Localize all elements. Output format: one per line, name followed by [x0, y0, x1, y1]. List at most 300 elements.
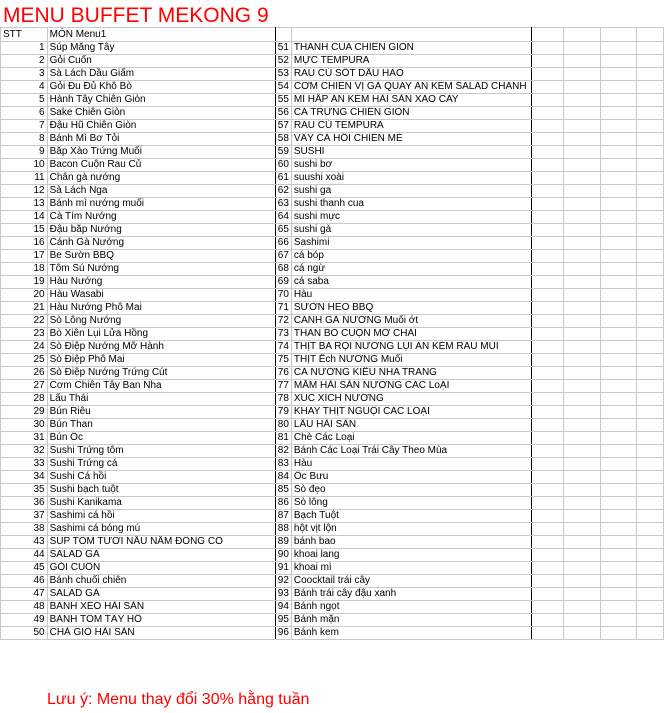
item-name-left[interactable]: Đậu Hũ Chiên Giòn [47, 120, 275, 133]
empty-cell[interactable] [600, 406, 636, 419]
item-number-right[interactable]: 87 [275, 510, 291, 523]
empty-cell[interactable] [637, 133, 664, 146]
item-number-left[interactable]: 36 [1, 497, 48, 510]
item-name-left[interactable]: Bún Ốc [47, 432, 275, 445]
item-number-right[interactable]: 55 [275, 94, 291, 107]
empty-cell[interactable] [637, 55, 664, 68]
item-number-left[interactable]: 19 [1, 276, 48, 289]
empty-cell[interactable] [531, 419, 564, 432]
item-name-right[interactable]: KHAY THỊT NGUỘI CÁC LOẠI [291, 406, 531, 419]
item-number-left[interactable]: 3 [1, 68, 48, 81]
item-name-left[interactable]: Be Sườn BBQ [47, 250, 275, 263]
item-name-right[interactable]: LẨU HẢI SẢN [291, 419, 531, 432]
item-name-right[interactable]: Bánh kem [291, 627, 531, 640]
empty-cell[interactable] [531, 159, 564, 172]
item-name-left[interactable]: BÁNH XÈO HẢI SẢN [47, 601, 275, 614]
item-number-right[interactable]: 86 [275, 497, 291, 510]
item-number-right[interactable]: 96 [275, 627, 291, 640]
item-name-right[interactable]: suushi xoài [291, 172, 531, 185]
item-number-left[interactable]: 37 [1, 510, 48, 523]
item-name-left[interactable]: Sò Điệp Nướng Mỡ Hành [47, 341, 275, 354]
empty-cell[interactable] [600, 172, 636, 185]
item-name-right[interactable]: RAU CỦ TEMPURA [291, 120, 531, 133]
item-number-right[interactable]: 52 [275, 55, 291, 68]
item-number-left[interactable]: 6 [1, 107, 48, 120]
empty-cell[interactable] [600, 354, 636, 367]
item-name-right[interactable]: cá saba [291, 276, 531, 289]
empty-cell[interactable] [600, 68, 636, 81]
item-name-left[interactable]: Bún Riêu [47, 406, 275, 419]
item-number-left[interactable]: 29 [1, 406, 48, 419]
item-number-right[interactable]: 92 [275, 575, 291, 588]
empty-cell[interactable] [637, 263, 664, 276]
empty-cell[interactable] [637, 159, 664, 172]
item-name-right[interactable]: sushi bơ [291, 159, 531, 172]
empty-cell[interactable] [564, 250, 600, 263]
item-name-left[interactable]: GỎI CUỐN [47, 562, 275, 575]
item-number-left[interactable]: 12 [1, 185, 48, 198]
item-name-right[interactable]: THANH CUA CHIÊN GIÒN [291, 42, 531, 55]
empty-cell[interactable] [637, 120, 664, 133]
item-number-left[interactable]: 27 [1, 380, 48, 393]
empty-cell[interactable] [564, 614, 600, 627]
empty-cell[interactable] [600, 42, 636, 55]
item-name-right[interactable]: Ốc Bưu [291, 471, 531, 484]
empty-cell[interactable] [531, 263, 564, 276]
empty-cell[interactable] [600, 458, 636, 471]
item-number-right[interactable]: 74 [275, 341, 291, 354]
empty-cell[interactable] [564, 367, 600, 380]
empty-cell[interactable] [531, 224, 564, 237]
empty-cell[interactable] [531, 68, 564, 81]
empty-cell[interactable] [564, 198, 600, 211]
item-name-right[interactable]: MẮM HẢI SẢN NƯỚNG CÁC LoẠI [291, 380, 531, 393]
empty-cell[interactable] [564, 81, 600, 94]
item-name-right[interactable]: CÁ TRỨNG CHIÊN GIÒN [291, 107, 531, 120]
empty-cell[interactable] [531, 575, 564, 588]
item-number-left[interactable]: 14 [1, 211, 48, 224]
item-name-right[interactable]: MÌ HẤP ĂN KÈM HẢI SẢN XÀO CAY [291, 94, 531, 107]
empty-cell[interactable] [637, 328, 664, 341]
empty-cell[interactable] [531, 81, 564, 94]
empty-cell[interactable] [564, 302, 600, 315]
item-number-left[interactable]: 31 [1, 432, 48, 445]
item-name-right[interactable]: SƯỜN HEO BBQ [291, 302, 531, 315]
item-name-right[interactable]: khoai lang [291, 549, 531, 562]
item-name-right[interactable]: Sò đẹo [291, 484, 531, 497]
empty-cell[interactable] [600, 94, 636, 107]
empty-cell[interactable] [531, 315, 564, 328]
empty-cell[interactable] [600, 146, 636, 159]
empty-cell[interactable] [637, 107, 664, 120]
item-number-right[interactable]: 62 [275, 185, 291, 198]
item-name-right[interactable]: XÚC XÍCH NƯỚNG [291, 393, 531, 406]
item-name-right[interactable]: Hàu [291, 458, 531, 471]
item-number-left[interactable]: 15 [1, 224, 48, 237]
item-name-right[interactable]: THỊT BA RỌI NƯỚNG LỤI ĂN KÈM RAU MÙI [291, 341, 531, 354]
empty-cell[interactable] [531, 198, 564, 211]
item-number-right[interactable]: 71 [275, 302, 291, 315]
empty-cell[interactable] [531, 211, 564, 224]
empty-cell[interactable] [564, 523, 600, 536]
empty-cell[interactable] [531, 484, 564, 497]
item-number-right[interactable]: 91 [275, 562, 291, 575]
item-number-left[interactable]: 4 [1, 81, 48, 94]
item-name-right[interactable]: THAN BÒ CUỘN MỠ CHÀI [291, 328, 531, 341]
item-name-left[interactable]: Sò Điệp Phô Mai [47, 354, 275, 367]
item-number-right[interactable]: 51 [275, 42, 291, 55]
item-number-left[interactable]: 24 [1, 341, 48, 354]
item-name-right[interactable]: sushi gà [291, 224, 531, 237]
empty-cell[interactable] [564, 315, 600, 328]
empty-cell[interactable] [564, 627, 600, 640]
item-number-left[interactable]: 22 [1, 315, 48, 328]
empty-cell[interactable] [600, 432, 636, 445]
item-name-right[interactable]: CÁ NƯỚNG KIỂU NHA TRANG [291, 367, 531, 380]
item-name-right[interactable]: Sashimi [291, 237, 531, 250]
empty-cell[interactable] [637, 315, 664, 328]
item-number-left[interactable]: 23 [1, 328, 48, 341]
empty-cell[interactable] [637, 341, 664, 354]
empty-cell[interactable] [531, 289, 564, 302]
item-number-right[interactable]: 53 [275, 68, 291, 81]
empty-cell[interactable] [637, 549, 664, 562]
item-number-left[interactable]: 18 [1, 263, 48, 276]
item-name-left[interactable]: Bánh Mì Bơ Tỏi [47, 133, 275, 146]
item-number-left[interactable]: 46 [1, 575, 48, 588]
item-number-left[interactable]: 44 [1, 549, 48, 562]
empty-cell[interactable] [564, 562, 600, 575]
empty-cell[interactable] [531, 588, 564, 601]
item-number-left[interactable]: 28 [1, 393, 48, 406]
empty-cell[interactable] [531, 471, 564, 484]
empty-cell[interactable] [637, 484, 664, 497]
item-name-right[interactable]: sushi thanh cua [291, 198, 531, 211]
empty-cell[interactable] [531, 549, 564, 562]
item-name-right[interactable]: MỰC TEMPURA [291, 55, 531, 68]
item-number-right[interactable]: 93 [275, 588, 291, 601]
item-number-right[interactable]: 76 [275, 367, 291, 380]
empty-cell[interactable] [531, 185, 564, 198]
empty-cell[interactable] [637, 380, 664, 393]
item-number-left[interactable]: 30 [1, 419, 48, 432]
item-number-left[interactable]: 50 [1, 627, 48, 640]
item-name-left[interactable]: Bắp Xào Trứng Muối [47, 146, 275, 159]
empty-cell[interactable] [564, 68, 600, 81]
item-name-left[interactable]: Sushi Trứng tôm [47, 445, 275, 458]
item-name-left[interactable]: CHẢ GIÒ HẢI SẢN [47, 627, 275, 640]
empty-cell[interactable] [600, 237, 636, 250]
empty-cell[interactable] [564, 575, 600, 588]
empty-cell[interactable] [564, 42, 600, 55]
item-number-right[interactable]: 95 [275, 614, 291, 627]
item-number-left[interactable]: 9 [1, 146, 48, 159]
item-name-left[interactable]: Hàu Nướng Phô Mai [47, 302, 275, 315]
empty-cell[interactable] [564, 172, 600, 185]
empty-cell[interactable] [564, 237, 600, 250]
item-number-left[interactable]: 32 [1, 445, 48, 458]
empty-cell[interactable] [564, 94, 600, 107]
item-name-right[interactable]: Bánh Các Loại Trái Cây Theo Mùa [291, 445, 531, 458]
item-name-left[interactable]: Sushi Cá hồi [47, 471, 275, 484]
item-name-right[interactable]: cá bóp [291, 250, 531, 263]
empty-cell[interactable] [564, 549, 600, 562]
empty-cell[interactable] [637, 302, 664, 315]
empty-cell[interactable] [600, 211, 636, 224]
empty-cell[interactable] [600, 107, 636, 120]
item-name-left[interactable]: Lẩu Thái [47, 393, 275, 406]
empty-cell[interactable] [531, 302, 564, 315]
empty-cell[interactable] [637, 224, 664, 237]
empty-cell[interactable] [564, 536, 600, 549]
empty-cell[interactable] [531, 341, 564, 354]
empty-cell[interactable] [600, 81, 636, 94]
item-number-right[interactable]: 69 [275, 276, 291, 289]
empty-cell[interactable] [637, 510, 664, 523]
empty-cell[interactable] [531, 94, 564, 107]
empty-cell[interactable] [564, 107, 600, 120]
item-number-left[interactable]: 26 [1, 367, 48, 380]
item-number-right[interactable]: 89 [275, 536, 291, 549]
empty-cell[interactable] [531, 601, 564, 614]
empty-cell[interactable] [531, 562, 564, 575]
item-number-right[interactable]: 64 [275, 211, 291, 224]
item-name-right[interactable]: Bánh mặn [291, 614, 531, 627]
item-number-left[interactable]: 1 [1, 42, 48, 55]
empty-cell[interactable] [637, 289, 664, 302]
item-number-left[interactable]: 13 [1, 198, 48, 211]
empty-cell[interactable] [637, 445, 664, 458]
item-name-right[interactable]: CÁNH GÀ NƯỚNG Muối ớt [291, 315, 531, 328]
empty-cell[interactable] [600, 497, 636, 510]
empty-cell[interactable] [564, 484, 600, 497]
empty-cell[interactable] [637, 185, 664, 198]
empty-cell[interactable] [600, 445, 636, 458]
item-number-left[interactable]: 45 [1, 562, 48, 575]
item-name-right[interactable]: SUSHI [291, 146, 531, 159]
item-number-left[interactable]: 34 [1, 471, 48, 484]
empty-cell[interactable] [600, 133, 636, 146]
item-name-left[interactable]: Gỏi Cuốn [47, 55, 275, 68]
empty-cell[interactable] [531, 536, 564, 549]
empty-cell[interactable] [531, 328, 564, 341]
empty-cell[interactable] [531, 133, 564, 146]
empty-cell[interactable] [637, 523, 664, 536]
empty-cell[interactable] [564, 380, 600, 393]
empty-cell[interactable] [637, 42, 664, 55]
item-number-right[interactable]: 65 [275, 224, 291, 237]
item-name-left[interactable]: Hàu Nướng [47, 276, 275, 289]
empty-cell[interactable] [564, 224, 600, 237]
empty-cell[interactable] [531, 146, 564, 159]
empty-cell[interactable] [637, 614, 664, 627]
empty-cell[interactable] [564, 289, 600, 302]
empty-cell[interactable] [531, 523, 564, 536]
item-name-left[interactable]: Cà Tím Nướng [47, 211, 275, 224]
item-number-left[interactable]: 33 [1, 458, 48, 471]
item-name-right[interactable]: cá ngừ [291, 263, 531, 276]
item-number-left[interactable]: 43 [1, 536, 48, 549]
empty-cell[interactable] [600, 367, 636, 380]
item-name-left[interactable]: Bánh chuối chiên [47, 575, 275, 588]
empty-cell[interactable] [637, 354, 664, 367]
empty-cell[interactable] [531, 250, 564, 263]
item-name-right[interactable]: Bạch Tuột [291, 510, 531, 523]
empty-cell[interactable] [600, 575, 636, 588]
item-number-right[interactable]: 68 [275, 263, 291, 276]
empty-cell[interactable] [637, 536, 664, 549]
empty-cell[interactable] [531, 432, 564, 445]
empty-cell[interactable] [564, 276, 600, 289]
empty-cell[interactable] [564, 393, 600, 406]
item-name-left[interactable]: Chân gà nướng [47, 172, 275, 185]
empty-cell[interactable] [564, 588, 600, 601]
empty-cell[interactable] [637, 458, 664, 471]
empty-cell[interactable] [564, 263, 600, 276]
empty-cell[interactable] [531, 510, 564, 523]
item-number-right[interactable]: 57 [275, 120, 291, 133]
item-name-right[interactable]: Chè Các Loại [291, 432, 531, 445]
empty-cell[interactable] [637, 276, 664, 289]
empty-cell[interactable] [637, 81, 664, 94]
header-mon[interactable]: MÓN Menu1 [47, 28, 275, 42]
header-stt[interactable]: STT [1, 28, 48, 42]
item-number-left[interactable]: 7 [1, 120, 48, 133]
item-name-right[interactable]: Sò lông [291, 497, 531, 510]
empty-cell[interactable] [600, 263, 636, 276]
empty-cell[interactable] [600, 159, 636, 172]
empty-cell[interactable] [564, 159, 600, 172]
item-number-right[interactable]: 56 [275, 107, 291, 120]
empty-cell[interactable] [531, 614, 564, 627]
empty-cell[interactable] [600, 224, 636, 237]
empty-cell[interactable] [637, 94, 664, 107]
item-name-left[interactable]: Hành Tây Chiên Giòn [47, 94, 275, 107]
empty-cell[interactable] [637, 471, 664, 484]
item-number-left[interactable]: 11 [1, 172, 48, 185]
item-name-right[interactable]: sushi ga [291, 185, 531, 198]
item-number-right[interactable]: 54 [275, 81, 291, 94]
item-name-left[interactable]: Đậu bắp Nướng [47, 224, 275, 237]
item-name-left[interactable]: Tôm Sú Nướng [47, 263, 275, 276]
item-number-right[interactable]: 75 [275, 354, 291, 367]
empty-cell[interactable] [600, 562, 636, 575]
empty-cell[interactable] [564, 55, 600, 68]
item-number-left[interactable]: 48 [1, 601, 48, 614]
item-number-right[interactable]: 83 [275, 458, 291, 471]
item-name-left[interactable]: SALAD GÀ [47, 549, 275, 562]
empty-cell[interactable] [600, 341, 636, 354]
item-name-left[interactable]: Bún Than [47, 419, 275, 432]
empty-cell[interactable] [531, 55, 564, 68]
item-number-right[interactable]: 66 [275, 237, 291, 250]
item-number-right[interactable]: 60 [275, 159, 291, 172]
empty-cell[interactable] [600, 289, 636, 302]
item-name-left[interactable]: Sashimi cá hồi [47, 510, 275, 523]
item-name-left[interactable]: Bánh mì nướng muối [47, 198, 275, 211]
item-name-left[interactable]: Cánh Gà Nướng [47, 237, 275, 250]
empty-cell[interactable] [531, 120, 564, 133]
empty-cell[interactable] [564, 458, 600, 471]
empty-cell[interactable] [564, 185, 600, 198]
empty-cell[interactable] [637, 237, 664, 250]
item-number-right[interactable]: 73 [275, 328, 291, 341]
item-number-right[interactable]: 79 [275, 406, 291, 419]
item-number-left[interactable]: 38 [1, 523, 48, 536]
empty-cell[interactable] [637, 575, 664, 588]
empty-cell[interactable] [637, 146, 664, 159]
empty-cell[interactable] [600, 185, 636, 198]
empty-cell[interactable] [564, 432, 600, 445]
empty-cell[interactable] [637, 627, 664, 640]
empty-cell[interactable] [564, 419, 600, 432]
empty-cell[interactable] [637, 419, 664, 432]
empty-cell[interactable] [600, 198, 636, 211]
empty-cell[interactable] [564, 601, 600, 614]
empty-cell[interactable] [531, 627, 564, 640]
empty-cell[interactable] [600, 549, 636, 562]
empty-cell[interactable] [600, 523, 636, 536]
item-number-left[interactable]: 8 [1, 133, 48, 146]
item-number-left[interactable]: 20 [1, 289, 48, 302]
empty-cell[interactable] [637, 432, 664, 445]
empty-cell[interactable] [531, 172, 564, 185]
item-number-left[interactable]: 49 [1, 614, 48, 627]
empty-cell[interactable] [600, 471, 636, 484]
empty-cell[interactable] [600, 250, 636, 263]
empty-cell[interactable] [600, 484, 636, 497]
item-name-right[interactable]: VÂY CÁ HỒI CHIÊN MÈ [291, 133, 531, 146]
item-number-right[interactable]: 90 [275, 549, 291, 562]
item-number-right[interactable]: 82 [275, 445, 291, 458]
empty-cell[interactable] [600, 627, 636, 640]
item-name-right[interactable]: CƠM CHIÊN VỊ GÀ QUAY ĂN KÈM SALAD CHANH [291, 81, 531, 94]
item-number-left[interactable]: 10 [1, 159, 48, 172]
item-name-left[interactable]: SÚP TÔM TƯƠI NẤU NẤM ĐÔNG CÔ [47, 536, 275, 549]
empty-cell[interactable] [600, 120, 636, 133]
item-name-right[interactable]: Bánh ngọt [291, 601, 531, 614]
item-number-right[interactable]: 63 [275, 198, 291, 211]
empty-cell[interactable] [600, 55, 636, 68]
item-name-left[interactable]: Hàu Wasabi [47, 289, 275, 302]
empty-cell[interactable] [531, 237, 564, 250]
empty-cell[interactable] [564, 133, 600, 146]
item-number-left[interactable]: 16 [1, 237, 48, 250]
empty-cell[interactable] [600, 302, 636, 315]
item-number-right[interactable]: 84 [275, 471, 291, 484]
item-number-left[interactable]: 47 [1, 588, 48, 601]
empty-cell[interactable] [600, 614, 636, 627]
item-number-right[interactable]: 88 [275, 523, 291, 536]
item-number-right[interactable]: 70 [275, 289, 291, 302]
empty-cell[interactable] [600, 276, 636, 289]
item-name-left[interactable]: Sà Lách Nga [47, 185, 275, 198]
item-number-right[interactable]: 58 [275, 133, 291, 146]
item-name-right[interactable]: THỊT Ếch NƯỚNG Muối [291, 354, 531, 367]
item-name-left[interactable]: Sò Điệp Nướng Trứng Cút [47, 367, 275, 380]
item-name-left[interactable]: BÁNH TÔM TÂY HỒ [47, 614, 275, 627]
item-name-left[interactable]: Sushi Trứng cá [47, 458, 275, 471]
empty-cell[interactable] [637, 588, 664, 601]
empty-cell[interactable] [531, 445, 564, 458]
item-number-right[interactable]: 94 [275, 601, 291, 614]
item-name-left[interactable]: Gỏi Đu Đủ Khô Bò [47, 81, 275, 94]
empty-cell[interactable] [531, 354, 564, 367]
empty-cell[interactable] [531, 406, 564, 419]
empty-cell[interactable] [637, 497, 664, 510]
item-number-right[interactable]: 59 [275, 146, 291, 159]
empty-cell[interactable] [531, 107, 564, 120]
